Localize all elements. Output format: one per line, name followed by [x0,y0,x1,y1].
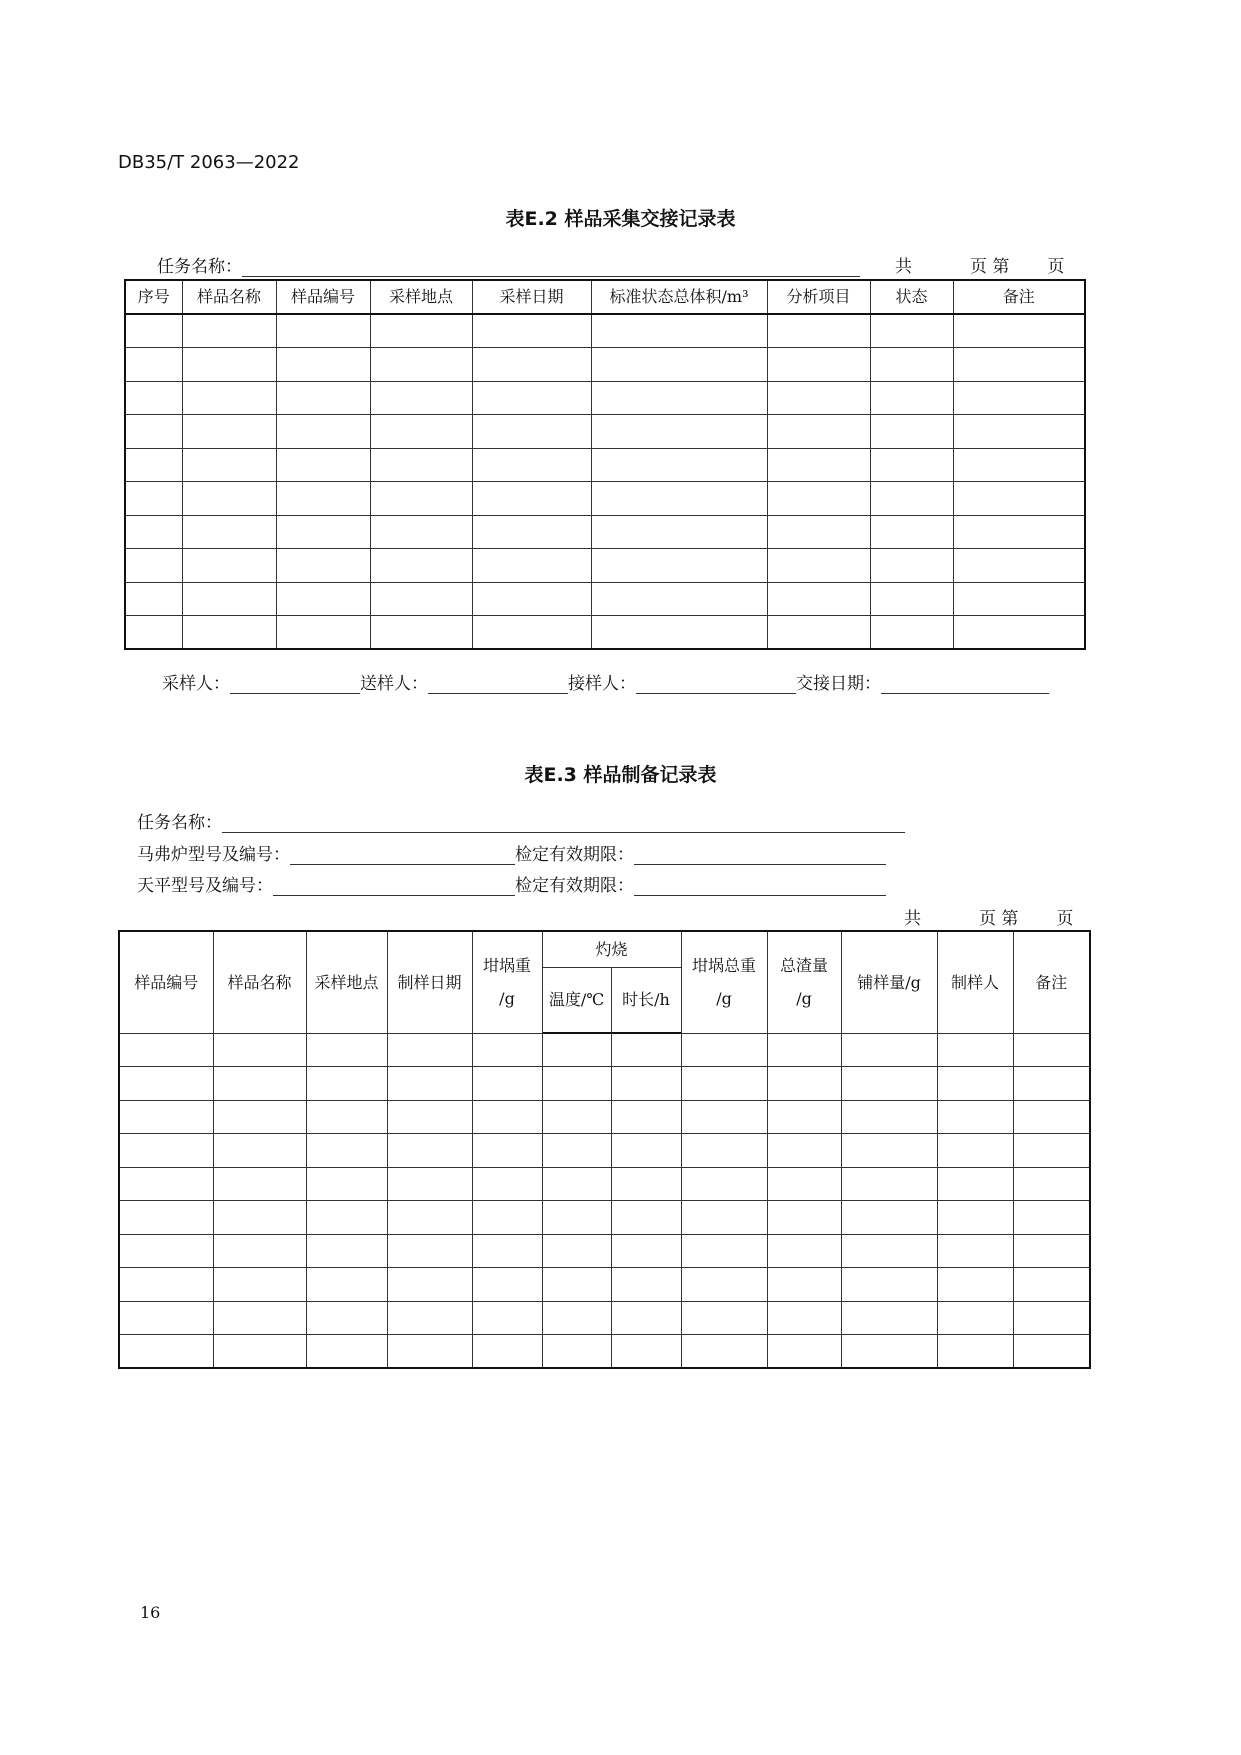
table-cell[interactable] [611,1033,681,1067]
table-cell[interactable] [119,1268,213,1302]
table-cell[interactable] [937,1268,1013,1302]
header-cell: 样品名称 [182,280,276,314]
header-cell: 采样日期 [472,280,591,314]
table-cell[interactable] [767,415,870,449]
handover-date-label: 交接日期： [796,674,881,694]
table-e3 [118,930,1091,1369]
table-cell[interactable] [276,348,370,382]
table-cell[interactable] [591,381,767,415]
table-cell[interactable] [213,1234,306,1268]
table-cell[interactable] [125,314,182,348]
table-cell[interactable] [276,482,370,516]
e3-task-row [137,808,905,833]
table-cell[interactable] [681,1335,767,1369]
sampler-input[interactable] [230,675,360,694]
header-sample-name: 样品名称 [213,931,306,1033]
table-row [125,415,1085,449]
table-cell[interactable] [472,1033,542,1067]
table-row [119,1167,1090,1201]
table-cell[interactable] [841,1033,937,1067]
table-cell[interactable] [767,1268,841,1302]
header-cell: 序号 [125,280,182,314]
table-cell[interactable] [182,348,276,382]
e3-task-label: 任务名称： [137,813,222,833]
header-location: 采样地点 [306,931,387,1033]
table-cell[interactable] [119,1067,213,1101]
table-cell[interactable] [472,549,591,583]
table-cell[interactable] [953,482,1085,516]
table-cell[interactable] [953,381,1085,415]
header-cell: 标准状态总体积/m³ [591,280,767,314]
table-cell[interactable] [125,381,182,415]
table-cell[interactable] [542,1268,611,1302]
table-cell[interactable] [937,1067,1013,1101]
table-cell[interactable] [767,482,870,516]
table-cell[interactable] [591,515,767,549]
table-cell[interactable] [591,549,767,583]
table-row [125,314,1085,348]
table-cell[interactable] [370,348,472,382]
muffle-valid-label: 检定有效期限： [515,845,634,865]
balance-valid-input[interactable] [634,877,886,896]
table-cell[interactable] [182,616,276,650]
table-cell[interactable] [472,482,591,516]
receiver-input[interactable] [636,675,796,694]
table-cell[interactable] [119,1301,213,1335]
doc-id: DB35/T 2063—2022 [118,152,300,173]
table-e2-title: 表E.2 样品采集交接记录表 [505,208,736,230]
header-preparer: 制样人 [937,931,1013,1033]
table-cell[interactable] [841,1100,937,1134]
table-cell[interactable] [370,381,472,415]
table-cell[interactable] [306,1167,387,1201]
table-cell[interactable] [472,415,591,449]
table-cell[interactable] [681,1301,767,1335]
header-cell: 分析项目 [767,280,870,314]
table-cell[interactable] [767,1067,841,1101]
table-cell[interactable] [213,1067,306,1101]
table-cell[interactable] [870,616,953,650]
table-cell[interactable] [767,1335,841,1369]
page-gong: 共 [904,909,921,929]
handover-date-input[interactable] [881,675,1049,694]
table-cell[interactable] [472,515,591,549]
table-cell[interactable] [306,1335,387,1369]
e2-page-indicator [895,252,1064,277]
table-cell[interactable] [681,1033,767,1067]
table-cell[interactable] [370,582,472,616]
table-cell[interactable] [681,1268,767,1302]
table-cell[interactable] [213,1268,306,1302]
table-cell[interactable] [767,381,870,415]
table-cell[interactable] [591,314,767,348]
table-cell[interactable] [370,314,472,348]
table-cell[interactable] [542,1201,611,1235]
header-total-residue [767,931,841,1033]
table-cell[interactable] [937,1167,1013,1201]
table-cell[interactable] [119,1234,213,1268]
table-cell[interactable] [1013,1301,1090,1335]
table-cell[interactable] [767,515,870,549]
table-cell[interactable] [681,1100,767,1134]
table-cell[interactable] [213,1301,306,1335]
table-cell[interactable] [213,1134,306,1168]
table-cell[interactable] [125,549,182,583]
table-cell[interactable] [542,1033,611,1067]
header-cell: 备注 [953,280,1085,314]
table-cell[interactable] [119,1134,213,1168]
table-row [119,1033,1090,1067]
page-ye-di: 页 第 [970,257,1010,277]
table-cell[interactable] [472,1067,542,1101]
table-cell[interactable] [472,1134,542,1168]
table-e3-title: 表E.3 样品制备记录表 [524,764,717,786]
table-cell[interactable] [213,1100,306,1134]
table-cell[interactable] [387,1033,472,1067]
table-cell[interactable] [387,1201,472,1235]
table-cell[interactable] [125,415,182,449]
e2-signature-row [162,669,1049,694]
header-spread: 铺样量/g [841,931,937,1033]
page-ye-di: 页 第 [979,909,1019,929]
crucible-total-label: 坩埚总重 [692,956,757,976]
table-cell[interactable] [591,582,767,616]
total-residue-label: 总渣量 [780,956,829,976]
table-cell[interactable] [125,448,182,482]
table-cell[interactable] [182,515,276,549]
table-cell[interactable] [472,1167,542,1201]
sender-input[interactable] [428,675,568,694]
table-cell[interactable] [370,616,472,650]
table-cell[interactable] [472,348,591,382]
table-cell[interactable] [276,616,370,650]
table-cell[interactable] [306,1134,387,1168]
table-cell[interactable] [542,1134,611,1168]
table-cell[interactable] [276,515,370,549]
table-cell[interactable] [767,1134,841,1168]
table-cell[interactable] [182,482,276,516]
page-ye: 页 [1047,257,1065,277]
table-cell[interactable] [767,549,870,583]
table-cell[interactable] [542,1167,611,1201]
table-cell[interactable] [953,582,1085,616]
table-cell[interactable] [1013,1167,1090,1201]
table-cell[interactable] [611,1268,681,1302]
table-cell[interactable] [953,415,1085,449]
table-cell[interactable] [125,348,182,382]
table-cell[interactable] [472,1201,542,1235]
table-cell[interactable] [953,549,1085,583]
table-cell[interactable] [841,1234,937,1268]
table-cell[interactable] [472,314,591,348]
table-cell[interactable] [767,448,870,482]
table-row [125,448,1085,482]
e3-page-indicator [904,904,1073,929]
unit-g: /g [716,989,732,1009]
table-cell[interactable] [767,582,870,616]
table-cell[interactable] [387,1301,472,1335]
table-cell[interactable] [542,1234,611,1268]
header-cell: 样品编号 [276,280,370,314]
table-cell[interactable] [870,415,953,449]
table-cell[interactable] [306,1067,387,1101]
unit-g: /g [796,989,812,1009]
table-cell[interactable] [870,381,953,415]
table-cell[interactable] [387,1134,472,1168]
header-burning: 灼烧 [542,931,681,967]
page-gong: 共 [895,257,912,277]
table-cell[interactable] [681,1134,767,1168]
table-cell[interactable] [870,582,953,616]
e2-task-input[interactable] [242,258,860,277]
table-cell[interactable] [611,1100,681,1134]
table-cell[interactable] [953,348,1085,382]
table-cell[interactable] [387,1100,472,1134]
table-row [125,515,1085,549]
table-cell[interactable] [125,616,182,650]
table-cell[interactable] [370,415,472,449]
header-duration: 时长/h [611,967,681,1033]
table-cell[interactable] [542,1100,611,1134]
header-cell: 状态 [870,280,953,314]
table-cell[interactable] [306,1100,387,1134]
table-cell[interactable] [387,1335,472,1369]
unit-g: /g [499,989,515,1009]
e2-task-row [157,252,860,277]
table-row [119,1134,1090,1168]
muffle-input[interactable] [290,846,515,865]
table-cell[interactable] [870,515,953,549]
table-cell[interactable] [1013,1067,1090,1101]
sender-label: 送样人： [360,674,428,694]
table-cell[interactable] [767,1201,841,1235]
table-cell[interactable] [387,1234,472,1268]
table-cell[interactable] [182,415,276,449]
table-row [119,1301,1090,1335]
table-cell[interactable] [870,482,953,516]
balance-row [137,871,886,896]
table-cell[interactable] [1013,1234,1090,1268]
header-temperature: 温度/℃ [542,967,611,1033]
table-cell[interactable] [681,1234,767,1268]
table-cell[interactable] [611,1301,681,1335]
table-cell[interactable] [125,515,182,549]
table-cell[interactable] [611,1201,681,1235]
table-cell[interactable] [542,1335,611,1369]
table-cell[interactable] [937,1201,1013,1235]
table-row [125,482,1085,516]
crucible-weight-label: 坩埚重 [482,956,531,976]
table-cell[interactable] [387,1268,472,1302]
table-cell[interactable] [306,1268,387,1302]
table-cell[interactable] [1013,1268,1090,1302]
table-cell[interactable] [370,515,472,549]
table-cell[interactable] [306,1201,387,1235]
table-cell[interactable] [472,616,591,650]
table-cell[interactable] [276,381,370,415]
table-cell[interactable] [870,314,953,348]
table-cell[interactable] [841,1268,937,1302]
table-row [125,549,1085,583]
table-cell[interactable] [611,1134,681,1168]
table-row [119,1201,1090,1235]
table-row [119,1335,1090,1369]
table-cell[interactable] [213,1201,306,1235]
table-cell[interactable] [125,582,182,616]
table-cell[interactable] [306,1033,387,1067]
table-cell[interactable] [472,1100,542,1134]
table-cell[interactable] [370,482,472,516]
table-cell[interactable] [841,1301,937,1335]
table-cell[interactable] [937,1100,1013,1134]
table-cell[interactable] [119,1033,213,1067]
table-cell[interactable] [1013,1134,1090,1168]
table-cell[interactable] [767,1301,841,1335]
table-row [125,616,1085,650]
table-cell[interactable] [1013,1100,1090,1134]
balance-input[interactable] [273,877,515,896]
table-cell[interactable] [841,1067,937,1101]
table-cell[interactable] [182,582,276,616]
table-cell[interactable] [937,1234,1013,1268]
table-cell[interactable] [841,1134,937,1168]
header-remark: 备注 [1013,931,1090,1033]
table-cell[interactable] [841,1335,937,1369]
table-cell[interactable] [953,314,1085,348]
table-cell[interactable] [182,448,276,482]
table-cell[interactable] [1013,1201,1090,1235]
table-cell[interactable] [937,1301,1013,1335]
balance-valid-label: 检定有效期限： [515,876,634,896]
table-cell[interactable] [370,448,472,482]
header-cell: 采样地点 [370,280,472,314]
e3-task-input[interactable] [222,814,905,833]
table-cell[interactable] [767,1100,841,1134]
table-cell[interactable] [767,1033,841,1067]
page-ye: 页 [1056,909,1074,929]
table-cell[interactable] [472,582,591,616]
table-row [125,582,1085,616]
table-cell[interactable] [213,1335,306,1369]
table-cell[interactable] [182,381,276,415]
table-cell[interactable] [387,1067,472,1101]
table-cell[interactable] [870,448,953,482]
table-row [119,1234,1090,1268]
table-cell[interactable] [767,1167,841,1201]
table-cell[interactable] [767,1234,841,1268]
table-cell[interactable] [841,1167,937,1201]
table-cell[interactable] [937,1134,1013,1168]
table-cell[interactable] [937,1335,1013,1369]
muffle-valid-input[interactable] [634,846,886,865]
table-cell[interactable] [953,616,1085,650]
table-cell[interactable] [591,415,767,449]
table-cell[interactable] [119,1167,213,1201]
table-cell[interactable] [276,549,370,583]
table-cell[interactable] [681,1067,767,1101]
table-cell[interactable] [953,515,1085,549]
table-cell[interactable] [841,1201,937,1235]
table-cell[interactable] [125,482,182,516]
table-cell[interactable] [472,1335,542,1369]
table-cell[interactable] [611,1234,681,1268]
muffle-label: 马弗炉型号及编号： [137,845,290,865]
table-cell[interactable] [767,314,870,348]
table-row [119,1100,1090,1134]
table-cell[interactable] [213,1167,306,1201]
table-cell[interactable] [182,549,276,583]
table-cell[interactable] [119,1335,213,1369]
table-cell[interactable] [472,1268,542,1302]
header-prep-date: 制样日期 [387,931,472,1033]
e2-task-label: 任务名称： [157,257,242,277]
balance-label: 天平型号及编号： [137,876,273,896]
receiver-label: 接样人： [568,674,636,694]
table-cell[interactable] [591,448,767,482]
table-cell[interactable] [1013,1335,1090,1369]
table-cell[interactable] [681,1201,767,1235]
table-cell[interactable] [611,1335,681,1369]
table-cell[interactable] [591,348,767,382]
header-crucible-total [681,931,767,1033]
table-e2 [124,279,1086,650]
table-row [119,1067,1090,1101]
table-cell[interactable] [681,1167,767,1201]
table-row [119,1268,1090,1302]
table-cell[interactable] [213,1033,306,1067]
table-cell[interactable] [306,1301,387,1335]
table-cell[interactable] [611,1167,681,1201]
page-number: 16 [140,1603,161,1622]
table-cell[interactable] [276,448,370,482]
table-cell[interactable] [937,1033,1013,1067]
table-cell[interactable] [611,1067,681,1101]
table-cell[interactable] [870,549,953,583]
table-cell[interactable] [119,1201,213,1235]
table-cell[interactable] [953,448,1085,482]
table-cell[interactable] [591,482,767,516]
header-crucible-weight [472,931,542,1033]
table-cell[interactable] [387,1167,472,1201]
sampler-label: 采样人： [162,674,230,694]
table-cell[interactable] [767,616,870,650]
table-cell[interactable] [276,314,370,348]
table-cell[interactable] [870,348,953,382]
table-cell[interactable] [276,415,370,449]
table-cell[interactable] [542,1301,611,1335]
table-cell[interactable] [542,1067,611,1101]
table-row [125,381,1085,415]
table-cell[interactable] [591,616,767,650]
table-cell[interactable] [767,348,870,382]
table-cell[interactable] [370,549,472,583]
table-cell[interactable] [182,314,276,348]
muffle-row [137,840,886,865]
table-cell[interactable] [306,1234,387,1268]
table-cell[interactable] [472,448,591,482]
table-cell[interactable] [472,1301,542,1335]
table-cell[interactable] [472,1234,542,1268]
header-sample-no: 样品编号 [119,931,213,1033]
table-cell[interactable] [1013,1033,1090,1067]
table-row [125,348,1085,382]
table-cell[interactable] [119,1100,213,1134]
table-cell[interactable] [472,381,591,415]
table-cell[interactable] [276,582,370,616]
